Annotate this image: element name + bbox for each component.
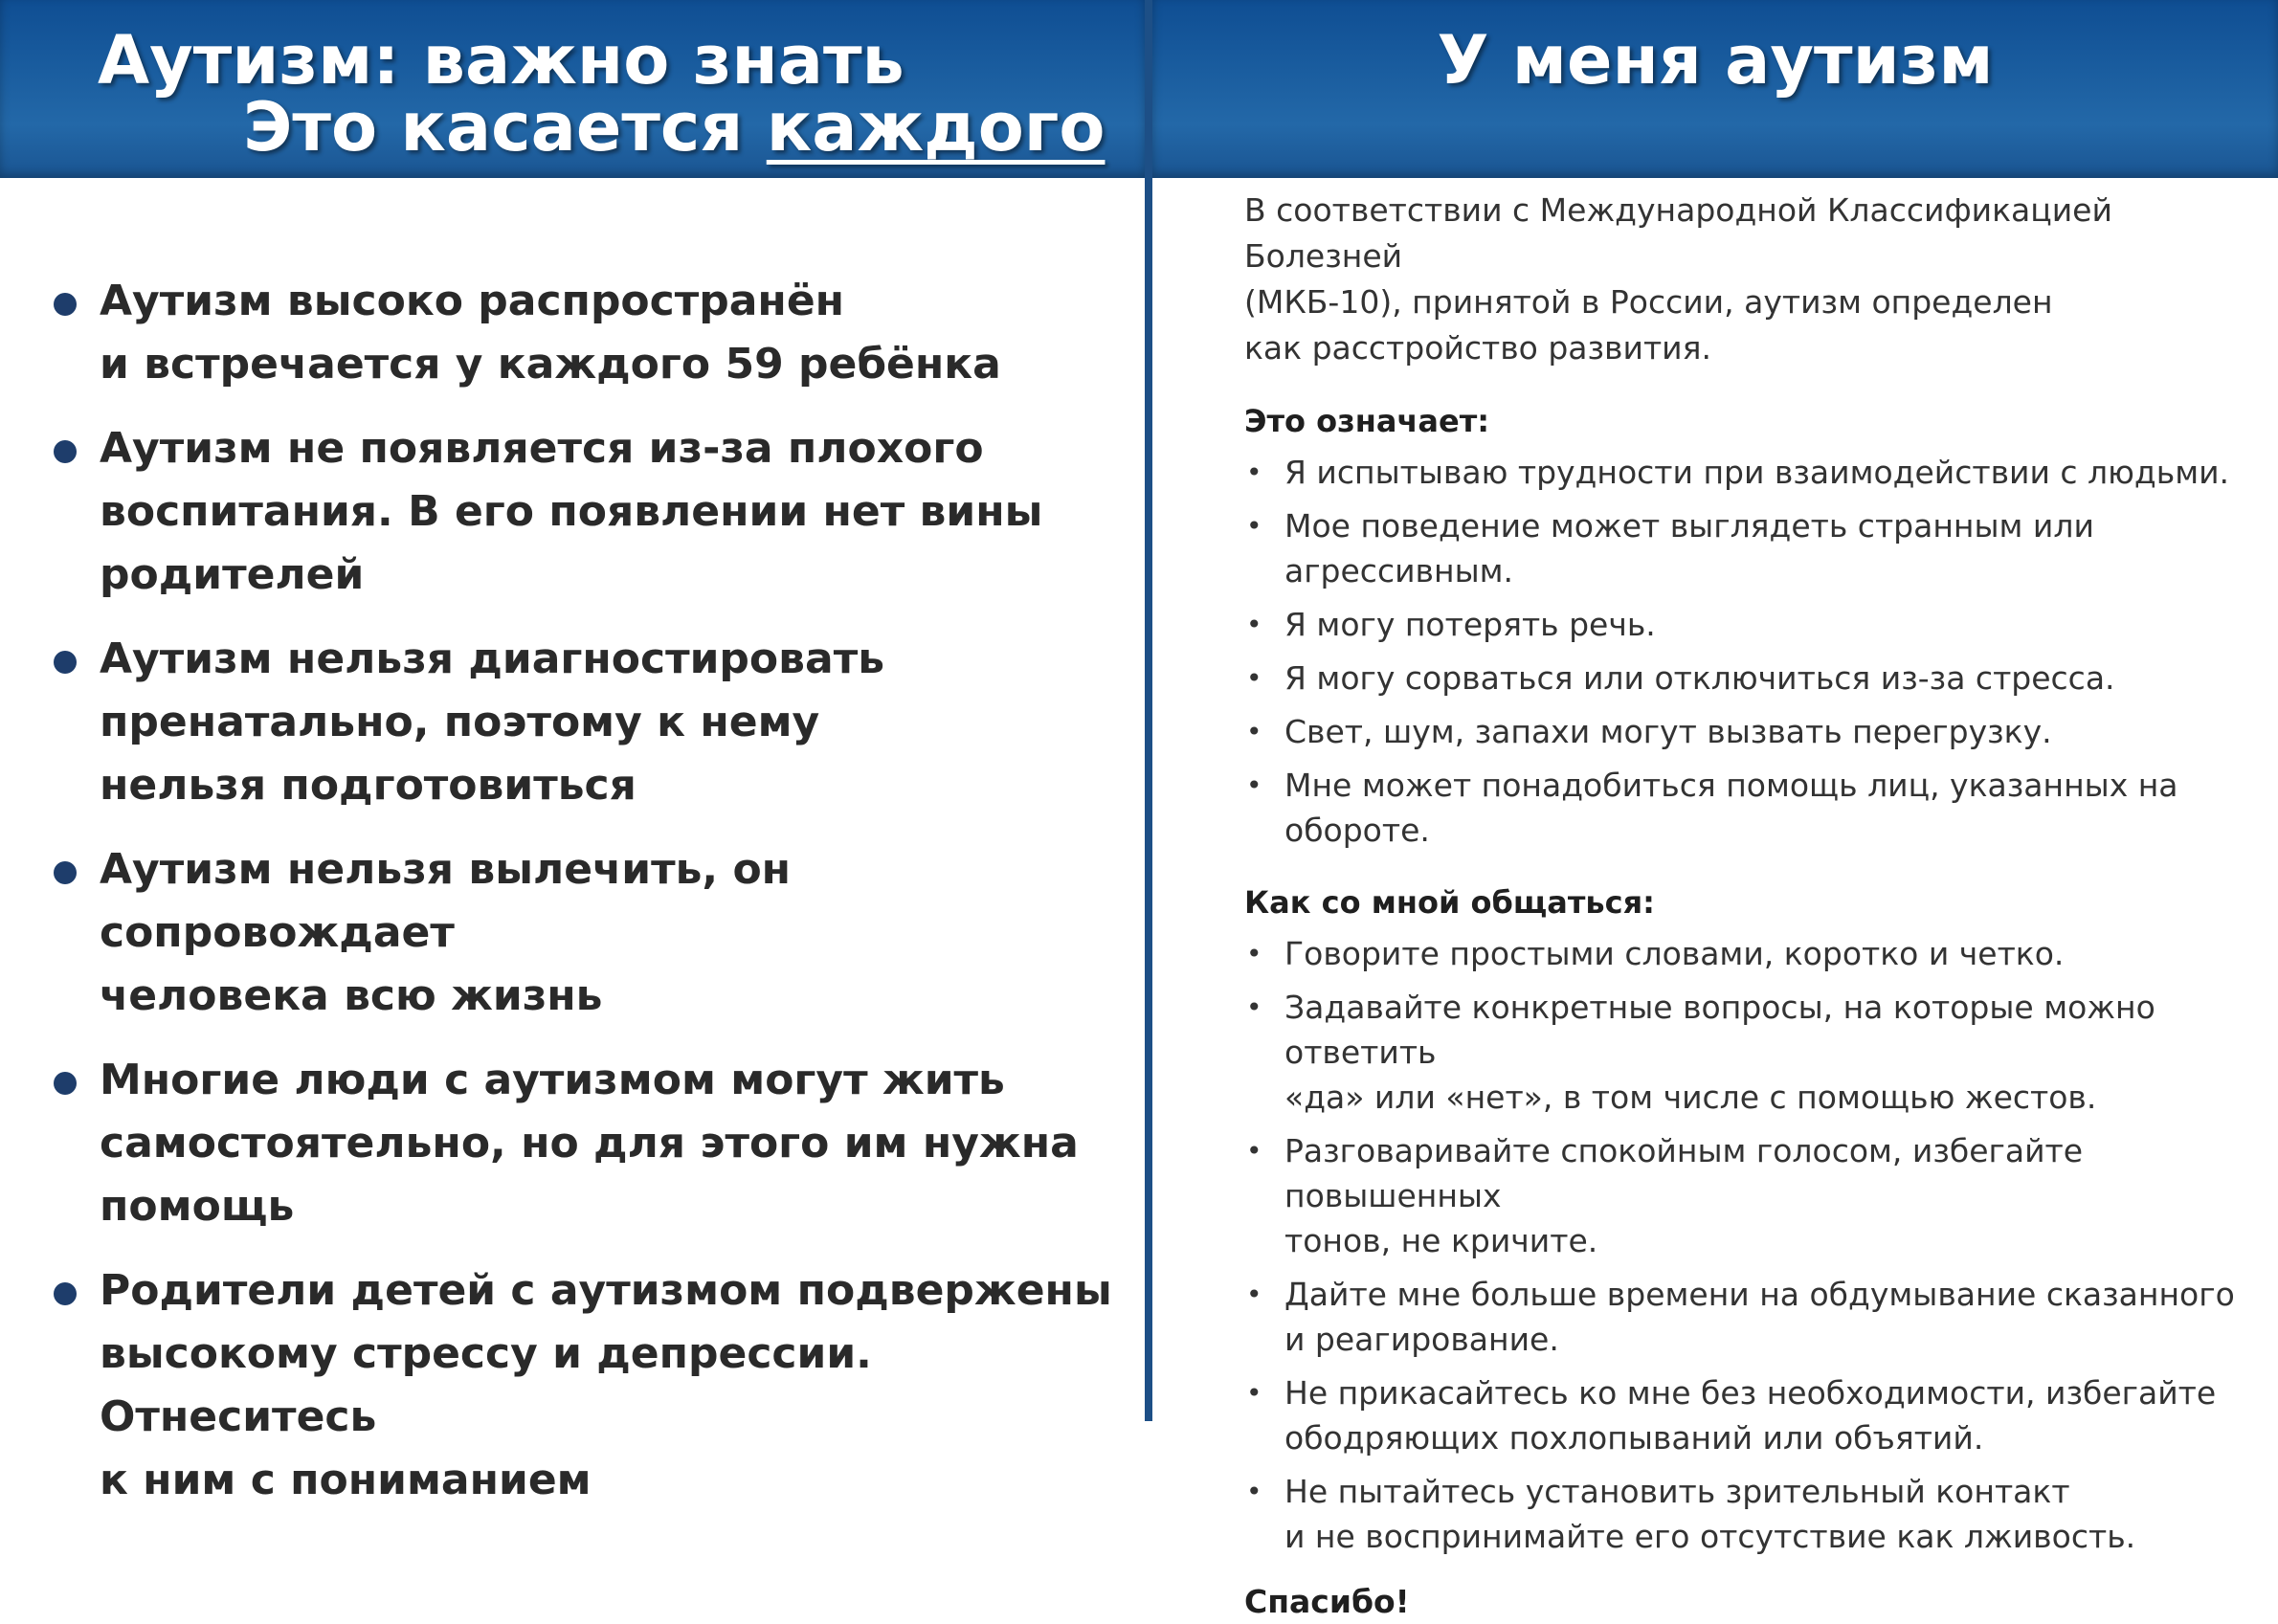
list-item-text: Говорите простыми словами, коротко и четко. (1284, 935, 2065, 972)
list-item (1244, 503, 2259, 593)
bullet-icon: • (1246, 991, 1262, 1023)
fact-item (54, 270, 1126, 396)
bullet-dot-icon (54, 861, 77, 884)
right-column (1244, 188, 2259, 1624)
list-item-text: Задавайте конкретные вопросы, на которые можно ответить «да» или «нет», в том числе с помощью жестов. (1284, 989, 2155, 1116)
fact-text: Родители детей с аутизмом подвержены высокому стрессу и депрессии. Отнеситесь к ним с пониманием (100, 1266, 1112, 1504)
bullet-icon: • (1246, 1279, 1262, 1310)
facts-list (54, 270, 1126, 1533)
list-item-text: Я испытываю трудности при взаимодействии с людьми. (1284, 454, 2230, 491)
fact-text: Аутизм нельзя диагностировать пренатально, поэтому к нему нельзя подготовиться (100, 634, 885, 810)
fact-text: Аутизм не появляется из-за плохого воспитания. В его появлении нет вины родителей (100, 424, 1043, 599)
bullet-icon: • (1246, 938, 1262, 969)
list-item (1244, 450, 2259, 495)
bullet-icon: • (1246, 609, 1262, 640)
bullet-icon: • (1246, 1476, 1262, 1507)
list-item (1244, 602, 2259, 647)
list-item-text: Дайте мне больше времени на обдумывание сказанного и реагирование. (1284, 1276, 2235, 1358)
bullet-icon: • (1246, 510, 1262, 542)
left-header-banner (0, 0, 1145, 178)
howto-heading: Как со мной общаться: (1244, 884, 1655, 921)
list-item-text: Разговаривайте спокойным голосом, избегайте повышенных тонов, не кричите. (1284, 1132, 2084, 1259)
list-item (1244, 1272, 2259, 1362)
fact-item (54, 838, 1126, 1028)
list-item-text: Свет, шум, запахи могут вызвать перегрузку. (1284, 713, 2052, 750)
fact-item (54, 417, 1126, 607)
list-item-text: Не пытайтесь установить зрительный контакт и не воспринимайте его отсутствие как лживость. (1284, 1473, 2136, 1555)
list-item-text: Мне может понадобиться помощь лиц, указанных на обороте. (1284, 767, 2178, 849)
right-header-banner (1152, 0, 2278, 178)
list-item (1244, 931, 2259, 976)
list-item-text: Я могу потерять речь. (1284, 606, 1656, 643)
bullet-dot-icon (54, 440, 77, 463)
fact-text: Многие люди с аутизмом могут жить самостоятельно, но для этого им нужна помощь (100, 1056, 1079, 1231)
left-header-emphasis: каждого (766, 88, 1106, 167)
bullet-icon: • (1246, 456, 1262, 488)
column-divider (1145, 0, 1152, 1421)
intro-paragraph: В соответствии с Международной Классификацией Болезней (МКБ-10), принятой в России, аутизм определен как расстройство развития. (1244, 191, 2112, 367)
bullet-dot-icon (54, 1072, 77, 1095)
bullet-icon: • (1246, 662, 1262, 694)
bullet-dot-icon (54, 1282, 77, 1305)
right-header-title: У меня аутизм (1437, 21, 1994, 100)
bullet-dot-icon (54, 651, 77, 674)
list-item (1244, 1469, 2259, 1559)
list-item-text: Мое поведение может выглядеть странным или агрессивным. (1284, 507, 2094, 590)
list-item (1244, 1370, 2259, 1460)
means-heading: Это означает: (1244, 403, 1490, 439)
fact-item (54, 1259, 1126, 1512)
fact-text: Аутизм нельзя вылечить, он сопровождает человека всю жизнь (100, 845, 792, 1020)
list-item-text: Я могу сорваться или отключиться из-за стресса. (1284, 659, 2115, 697)
bullet-dot-icon (54, 293, 77, 316)
fact-item (54, 1049, 1126, 1238)
list-item-text: Не прикасайтесь ко мне без необходимости, избегайте ободряющих похлопываний или объятий. (1284, 1374, 2217, 1457)
bullet-icon: • (1246, 769, 1262, 801)
list-item (1244, 656, 2259, 701)
left-header-subtitle-prefix: Это касается (243, 88, 767, 167)
list-item (1244, 763, 2259, 853)
fact-item (54, 628, 1126, 817)
means-list (1244, 450, 2259, 853)
bullet-icon: • (1246, 1377, 1262, 1409)
list-item (1244, 709, 2259, 754)
fact-text: Аутизм высоко распространён и встречается у каждого 59 ребёнка (100, 277, 1001, 389)
bullet-icon: • (1246, 716, 1262, 747)
bullet-icon: • (1246, 1135, 1262, 1167)
howto-list (1244, 931, 2259, 1559)
list-item (1244, 1128, 2259, 1263)
thanks-text: Спасибо! (1244, 1583, 1410, 1620)
list-item (1244, 985, 2259, 1120)
left-header-title: Аутизм: важно знать (98, 21, 904, 100)
left-header-subtitle (243, 88, 1106, 167)
